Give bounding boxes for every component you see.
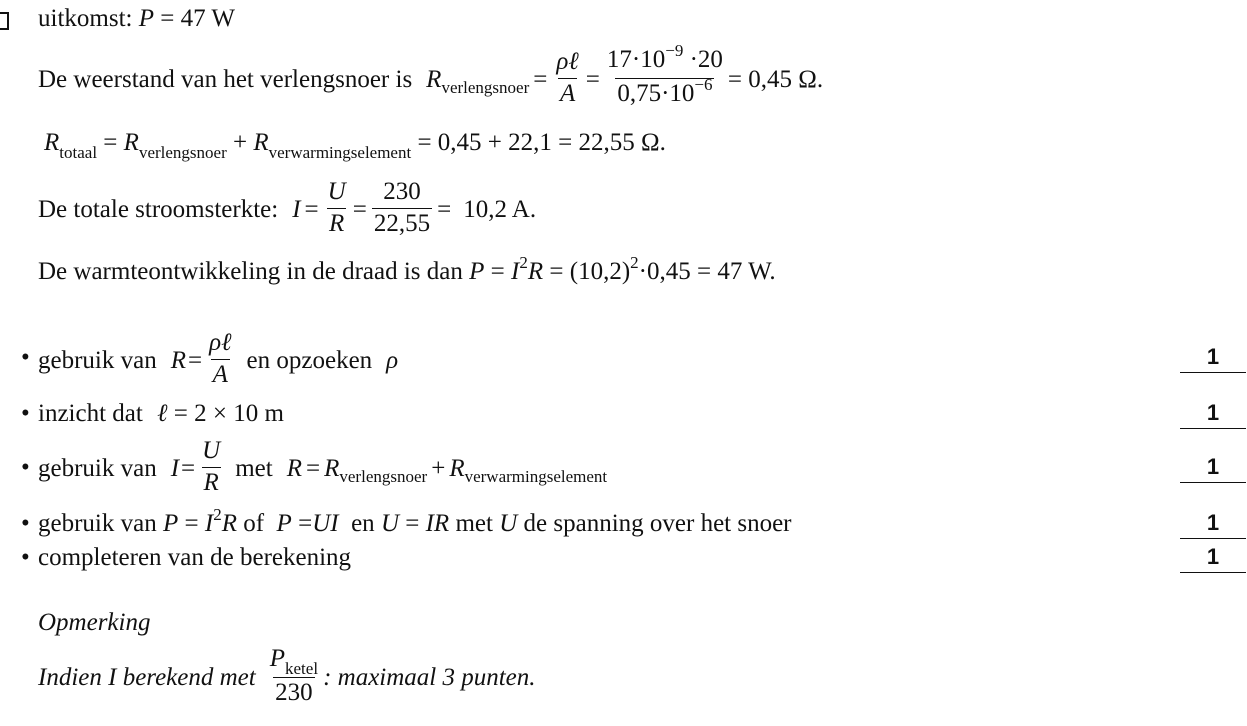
current-line: De totale stroomsterkte: I = $\frac{U}{R}$ = $\frac{230}{22,55}$ = 10,2 A. (38, 178, 537, 237)
calc-denominator: 0,75·10 (617, 80, 695, 107)
calc-denominator-exponent: −6 (694, 75, 713, 94)
fraction-numerator: U (327, 178, 346, 205)
rho-l-over-a-fraction (207, 327, 233, 390)
resistance-text: De weerstand van het verlengsnoer is (38, 65, 413, 93)
r-symbol: R (44, 129, 60, 156)
r-symbol: R (253, 129, 269, 156)
heat-result: ·0,45 = 47 W. (638, 258, 776, 285)
i-symbol: I (511, 258, 520, 285)
calc-numerator: 17·10 (606, 46, 666, 73)
fraction-numerator: 230 (383, 178, 421, 205)
criterion-5 (38, 544, 351, 572)
u-over-r-fraction (326, 176, 348, 239)
fraction-denominator: A (212, 361, 228, 388)
heat-text: De warmteontwikkeling in de draad is dan (38, 258, 463, 285)
criterion-text: gebruik van (38, 346, 157, 374)
fraction-denominator: A (559, 80, 576, 107)
calc-numerator-exponent: −9 (665, 41, 684, 60)
rho-l-over-a-fraction (554, 46, 580, 109)
criterion-text-mid: met (235, 454, 273, 482)
value-fraction (372, 176, 432, 239)
resistance-result: = 0,45 Ω. (727, 65, 824, 93)
remark-text-post: : maximaal 3 punten. (323, 663, 536, 691)
criterion-3: gebruik van I = $\frac{U}{R}$ met R = R verlengsnoer + R verwarmingselement (38, 437, 608, 496)
bullet-icon: • (21, 454, 30, 481)
fraction-numerator: P (269, 645, 286, 672)
fraction-denominator: 22,55 (373, 210, 431, 237)
current-result: 10,2 A. (463, 195, 537, 223)
rho-symbol: ρ (386, 346, 399, 374)
sub-verwarmingselement: verwarmingselement (464, 466, 608, 486)
criterion-text: gebruik van (38, 454, 157, 482)
total-resistance-result: = 0,45 + 22,1 = 22,55 Ω. (417, 129, 666, 156)
fraction-numerator: ρℓ (209, 329, 232, 356)
remark-title: Opmerking (38, 609, 151, 636)
resistance-line: De weerstand van het verlengsnoer is R verlengsnoer = $\frac{\text{ρℓ}}{A}$ = $\frac{17\cdot 10^{-9} \cdot 20}{0,75\cdot 10^{-6}}$ = 0,45 Ω. (38, 46, 823, 113)
criterion-text: inzicht dat (38, 400, 143, 427)
bullet-icon: • (21, 400, 30, 427)
score-3: 1 (1180, 454, 1246, 483)
remark-text: Indien I berekend met (38, 663, 256, 691)
fraction-numerator: U (202, 437, 221, 464)
criterion-text: completeren van de berekening (38, 544, 352, 571)
r-symbol: R (426, 65, 442, 93)
criterion-text-en: en (351, 510, 375, 537)
outcome-variable: P (138, 5, 154, 32)
outcome-label: uitkomst: (38, 5, 133, 32)
checkbox-icon (0, 12, 9, 30)
criterion-text-post: de spanning over het snoer (523, 510, 792, 537)
bullet-icon: • (21, 344, 30, 371)
heat-line: De warmteontwikkeling in de draad is dan $P = I^2R = (10,2)^2\cdot 0,45 = 47$ W. (38, 253, 776, 285)
r-symbol: R (123, 129, 139, 156)
score-1: 1 (1180, 344, 1246, 373)
outcome-value: = 47 W (160, 5, 235, 32)
sub-verlengsnoer: verlengsnoer (339, 466, 428, 486)
heat-tail: = (10,2) (543, 258, 631, 285)
p-symbol: P (469, 258, 485, 285)
remark-fraction (268, 643, 320, 708)
sub-verlengsnoer: verlengsnoer (138, 143, 227, 162)
u-over-r-fraction (200, 435, 222, 498)
criterion-1: gebruik van R = $\frac{\text{ρℓ}}{A}$ en opzoeken ρ (38, 329, 399, 388)
numerator-subscript: ketel (285, 659, 319, 678)
sub-verwarmingselement: verwarmingselement (268, 143, 412, 162)
criterion-text: gebruik van (38, 510, 157, 537)
i-symbol: I (292, 195, 301, 223)
r-subscript: verlengsnoer (441, 77, 530, 97)
ell-symbol: ℓ (157, 400, 168, 427)
exponent: 2 (519, 253, 528, 272)
criterion-text-post: = 2 × 10 m (173, 400, 284, 427)
score-2: 1 (1180, 400, 1246, 429)
bullet-icon: • (21, 510, 30, 537)
calc-fraction (605, 41, 725, 111)
r-symbol: R (527, 258, 544, 285)
criterion-text-met: met (455, 510, 493, 537)
fraction-denominator: 230 (275, 679, 313, 706)
fraction-denominator: R (329, 210, 345, 237)
outcome-line (38, 5, 235, 33)
criterion-2 (38, 400, 284, 428)
criterion-4: gebruik van $P = I^2R$ of P =UI en U = IR met U de spanning over het snoer (38, 505, 792, 537)
exponent: 2 (630, 253, 639, 272)
total-resistance-line: $R_{totaal} = R_{verlengsnoer} + R_{verwarmingselement} = 0,45 + 22,1 = 22,55$ Ω. (44, 129, 666, 162)
fraction-denominator: R (203, 469, 219, 496)
criterion-text-post: en opzoeken (246, 346, 373, 374)
calc-numerator-tail: ·20 (683, 46, 723, 73)
remark-line (38, 645, 536, 710)
score-5: 1 (1180, 544, 1246, 573)
current-text: De totale stroomsterkte: (38, 195, 279, 223)
fraction-numerator: ρℓ (556, 48, 579, 75)
sub-totaal: totaal (59, 143, 98, 162)
criterion-text-of: of (243, 510, 265, 537)
bullet-icon: • (21, 544, 30, 571)
score-4: 1 (1180, 510, 1246, 539)
